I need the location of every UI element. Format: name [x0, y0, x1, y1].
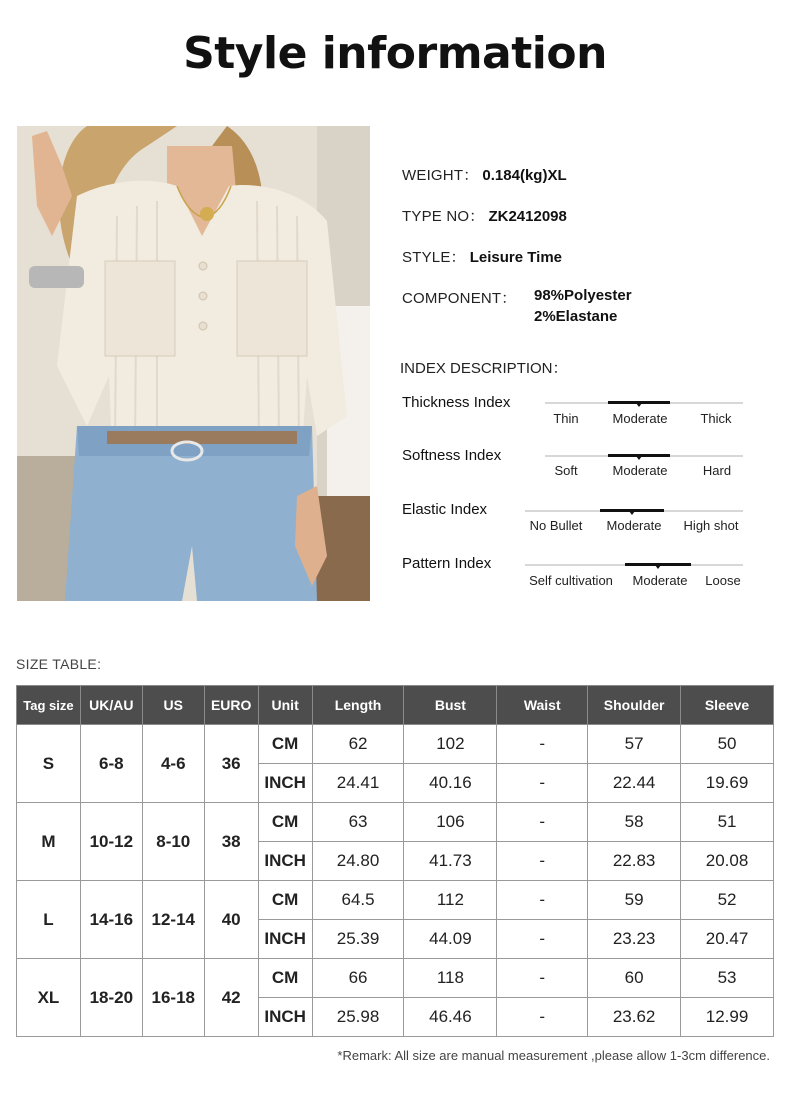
- cell-bust: 40.16: [404, 764, 497, 803]
- index-selected-marker: [608, 401, 670, 404]
- cell-bust: 118: [404, 959, 497, 998]
- table-row: [17, 959, 774, 998]
- cell-waist: -: [497, 881, 588, 920]
- cell-bust: 41.73: [404, 842, 497, 881]
- cell-tag-size: S: [17, 725, 81, 803]
- weight-value: 0.184(kg)XL: [482, 167, 567, 184]
- cell-length: 64.5: [312, 881, 404, 920]
- header-uk-au: UK/AU: [80, 686, 142, 725]
- cell-uk-au: 18-20: [80, 959, 142, 1037]
- thickness-index: [402, 394, 762, 434]
- index-name: Thickness Index: [402, 394, 511, 411]
- cell-sleeve: 20.08: [681, 842, 774, 881]
- cell-euro: 38: [204, 803, 258, 881]
- table-row: [17, 725, 774, 764]
- cell-shoulder: 23.23: [588, 920, 681, 959]
- table-header-row: [17, 686, 774, 725]
- cell-bust: 102: [404, 725, 497, 764]
- cell-length: 66: [312, 959, 404, 998]
- cell-sleeve: 53: [681, 959, 774, 998]
- cell-bust: 106: [404, 803, 497, 842]
- cell-us: 16-18: [142, 959, 204, 1037]
- cell-euro: 40: [204, 881, 258, 959]
- cell-unit: CM: [258, 725, 312, 764]
- index-option: Thick: [700, 411, 732, 426]
- index-name: Pattern Index: [402, 555, 492, 572]
- spec-style: [402, 246, 562, 267]
- index-option-selected: Moderate: [632, 573, 688, 588]
- cell-tag-size: M: [17, 803, 81, 881]
- style-label: STYLE：: [402, 249, 466, 266]
- style-value: Leisure Time: [469, 249, 562, 266]
- component-value-2: 2%Elastane: [534, 308, 618, 325]
- component-value-1: 98%Polyester: [534, 287, 632, 304]
- cell-unit: CM: [258, 959, 312, 998]
- cell-waist: -: [497, 959, 588, 998]
- index-option: Soft: [554, 463, 578, 478]
- cell-unit: CM: [258, 881, 312, 920]
- cell-length: 24.80: [312, 842, 404, 881]
- cell-shoulder: 23.62: [588, 998, 681, 1037]
- size-table: [16, 685, 774, 1037]
- cell-length: 24.41: [312, 764, 404, 803]
- cell-shoulder: 22.83: [588, 842, 681, 881]
- header-tag-size: Tag size: [17, 686, 81, 725]
- index-name: Elastic Index: [402, 501, 488, 518]
- cell-length: 63: [312, 803, 404, 842]
- index-selected-marker: [625, 563, 691, 566]
- index-scale: [525, 564, 743, 566]
- index-scale: [545, 402, 743, 404]
- cell-waist: -: [497, 998, 588, 1037]
- cell-uk-au: 10-12: [80, 803, 142, 881]
- cell-length: 25.39: [312, 920, 404, 959]
- cell-sleeve: 51: [681, 803, 774, 842]
- cell-uk-au: 6-8: [80, 725, 142, 803]
- type-label: TYPE NO：: [402, 208, 485, 225]
- cell-shoulder: 22.44: [588, 764, 681, 803]
- index-option: Hard: [702, 463, 732, 478]
- page-title: Style information: [183, 28, 607, 79]
- index-description-heading: INDEX DESCRIPTION：: [400, 360, 568, 377]
- index-option: High shot: [683, 518, 739, 533]
- cell-sleeve: 20.47: [681, 920, 774, 959]
- index-option-selected: Moderate: [612, 463, 668, 478]
- header-us: US: [142, 686, 204, 725]
- cell-euro: 36: [204, 725, 258, 803]
- size-table-heading: SIZE TABLE:: [16, 656, 102, 672]
- header-waist: Waist: [497, 686, 588, 725]
- index-option: Thin: [553, 411, 579, 426]
- header-euro: EURO: [204, 686, 258, 725]
- header-bust: Bust: [404, 686, 497, 725]
- index-option: Self cultivation: [529, 573, 613, 588]
- spec-component: [402, 287, 517, 308]
- product-photo: [17, 126, 370, 601]
- cell-unit: INCH: [258, 842, 312, 881]
- cell-unit: INCH: [258, 764, 312, 803]
- index-name: Softness Index: [402, 447, 502, 464]
- index-scale: [545, 455, 743, 457]
- index-selected-marker: [600, 509, 664, 512]
- weight-label: WEIGHT：: [402, 167, 479, 184]
- cell-uk-au: 14-16: [80, 881, 142, 959]
- header-sleeve: Sleeve: [681, 686, 774, 725]
- index-selected-marker: [608, 454, 670, 457]
- cell-unit: INCH: [258, 998, 312, 1037]
- cell-bust: 46.46: [404, 998, 497, 1037]
- cell-bust: 112: [404, 881, 497, 920]
- type-value: ZK2412098: [488, 208, 567, 225]
- spec-type: [402, 205, 567, 226]
- cell-tag-size: XL: [17, 959, 81, 1037]
- cell-waist: -: [497, 725, 588, 764]
- cell-unit: CM: [258, 803, 312, 842]
- component-label: COMPONENT：: [402, 290, 517, 307]
- cell-us: 4-6: [142, 725, 204, 803]
- header-unit: Unit: [258, 686, 312, 725]
- cell-sleeve: 19.69: [681, 764, 774, 803]
- cell-sleeve: 52: [681, 881, 774, 920]
- cell-sleeve: 50: [681, 725, 774, 764]
- cell-shoulder: 57: [588, 725, 681, 764]
- product-photo-illustration: [17, 126, 370, 601]
- cell-us: 12-14: [142, 881, 204, 959]
- cell-shoulder: 59: [588, 881, 681, 920]
- index-option: Loose: [705, 573, 741, 588]
- cell-unit: INCH: [258, 920, 312, 959]
- table-row: [17, 881, 774, 920]
- cell-us: 8-10: [142, 803, 204, 881]
- header-length: Length: [312, 686, 404, 725]
- cell-shoulder: 60: [588, 959, 681, 998]
- cell-bust: 44.09: [404, 920, 497, 959]
- cell-shoulder: 58: [588, 803, 681, 842]
- cell-waist: -: [497, 764, 588, 803]
- cell-euro: 42: [204, 959, 258, 1037]
- cell-waist: -: [497, 920, 588, 959]
- cell-sleeve: 12.99: [681, 998, 774, 1037]
- spec-weight: [402, 164, 567, 185]
- cell-tag-size: L: [17, 881, 81, 959]
- table-row: [17, 803, 774, 842]
- index-option-selected: Moderate: [606, 518, 662, 533]
- softness-index: [402, 447, 762, 487]
- elastic-index: [402, 501, 762, 541]
- cell-length: 62: [312, 725, 404, 764]
- index-option-selected: Moderate: [612, 411, 668, 426]
- cell-waist: -: [497, 803, 588, 842]
- pattern-index: [402, 555, 762, 595]
- cell-waist: -: [497, 842, 588, 881]
- cell-length: 25.98: [312, 998, 404, 1037]
- header-shoulder: Shoulder: [588, 686, 681, 725]
- index-option: No Bullet: [529, 518, 583, 533]
- index-scale: [525, 510, 743, 512]
- remark-note: *Remark: All size are manual measurement ,please allow 1-3cm difference.: [337, 1048, 770, 1063]
